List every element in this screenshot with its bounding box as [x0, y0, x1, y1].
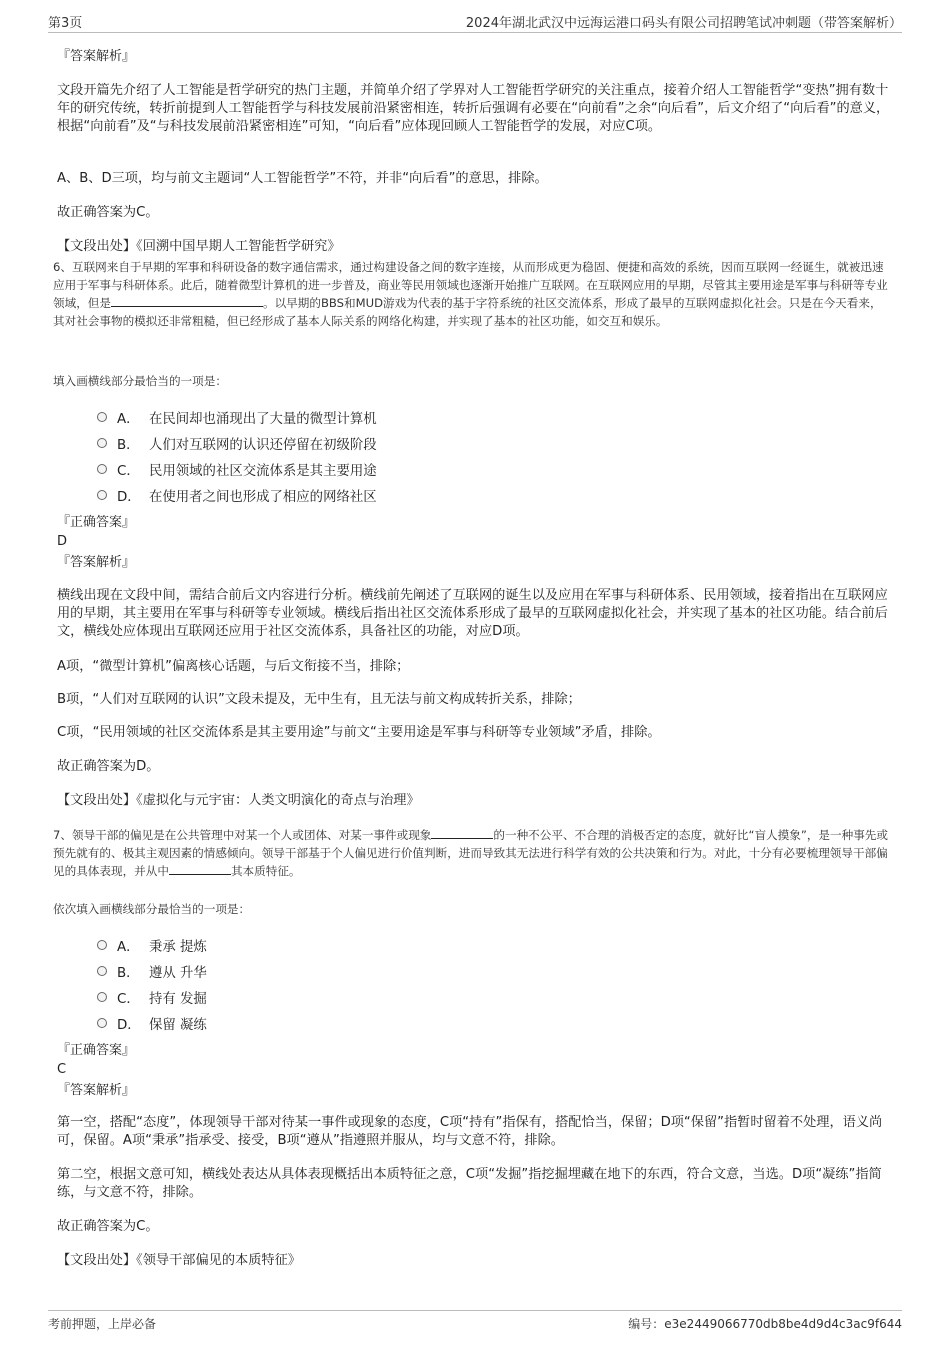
radio-icon[interactable] [97, 490, 107, 500]
radio-icon[interactable] [97, 438, 107, 448]
page-footer [48, 1310, 902, 1333]
q6-stem-part-1: 6、互联网来自于早期的军事和科研设备的数字通信需求，通过构建设备之间的数字连接，从而形成更为稳固、便捷和高效的系统，因而互联网一经诞生，就被迅速应用于军事与科研体系。此后，随着微型计算机的进一步普及，商业等民用领域也逐渐开始推广互联网。在互联网应用的早期，尽管其主要用途是军事与科研等专业领域，但是 [53, 260, 888, 310]
option-letter: C． [117, 991, 140, 1007]
q6-option-b[interactable] [97, 430, 377, 456]
radio-icon[interactable] [97, 940, 107, 950]
radio-icon[interactable] [97, 992, 107, 1002]
q6-stem-part-2: 。以早期的BBS和MUD游戏为代表的基于字符系统的社区交流体系，形成了最早的互联网虚拟化社会。只是在今天看来，其对社会事物的模拟还非常粗糙，但已经形成了基本人际关系的网络化构建，并实现了基本的社区功能，如交互和娱乐。 [53, 296, 882, 328]
q7-stem [53, 826, 891, 881]
q7-analysis-paragraph-3: 故正确答案为C。 [57, 1219, 159, 1234]
q6-source: 【文段出处】《虚拟化与元宇宙：人类文明演化的奇点与治理》 [57, 793, 420, 808]
q6-option-d[interactable] [97, 482, 377, 508]
option-letter: A． [117, 411, 140, 427]
q7-answer: C [57, 1062, 67, 1077]
q7-options [97, 932, 207, 1036]
q6-prompt: 填入画横线部分最恰当的一项是： [53, 374, 227, 388]
q6-option-c[interactable] [97, 456, 377, 482]
q7-blank-2 [169, 862, 231, 875]
q6-analysis-paragraph-2: A项，“微型计算机”偏离核心话题，与后文衔接不当，排除； [57, 659, 410, 674]
option-text: 在使用者之间也形成了相应的网络社区 [149, 489, 377, 505]
q7-source: 【文段出处】《领导干部偏见的本质特征》 [57, 1253, 301, 1268]
option-letter: A． [117, 939, 140, 955]
radio-icon[interactable] [97, 412, 107, 422]
q6-analysis-paragraph-1: 横线出现在文段中间，需结合前后文内容进行分析。横线前先阐述了互联网的诞生以及应用在军事与科研体系、民用领域，接着指出在互联网应用的早期，其主要用在军事与科研等专业领域。横线后指出社区交流体系形成了最早的互联网虚拟化社会，并实现了基本的社区功能。结合前后文，横线处应体现出互联网还应用于社区交流体系，具备社区的功能，对应D项。 [57, 588, 888, 639]
page-number: 第3页 [48, 16, 83, 31]
q6-analysis-paragraph-4: C项，“民用领域的社区交流体系是其主要用途”与前文“主要用途是军事与科研等专业领域”矛盾，排除。 [57, 725, 661, 740]
q6-stem [53, 259, 891, 330]
q7-analysis-paragraph-1: 第一空，搭配“态度”，体现领导干部对待某一事件或现象的态度，C项“持有”指保有，搭配恰当，保留；D项“保留”指暂时留着不处理，语义尚可，保留。A项“秉承”指承受、接受，B项“遵从”指遵照并服从，均与文意不符，排除。 [57, 1115, 883, 1148]
q7-correct-label: 『正确答案』 [57, 1043, 136, 1058]
option-letter: D． [117, 489, 141, 505]
option-letter: D． [117, 1017, 141, 1033]
q5-source: 【文段出处】《回溯中国早期人工智能哲学研究》 [57, 239, 341, 254]
option-text: 保留 凝练 [149, 1017, 207, 1033]
q7-option-d[interactable] [97, 1010, 207, 1036]
q7-stem-part-2: 的一种不公平、不合理的消极否定的态度，就好比“盲人摸象”，是一种事先或预先就有的、极其主观因素的情感倾向。领导干部基于个人偏见进行价值判断，进而导致其无法进行科学有效的公共决策和行为。对此，十分有必要梳理领导干部偏见的具体表现，并从中 [53, 828, 888, 878]
q5-analysis-label: 『答案解析』 [57, 49, 136, 64]
option-letter: B． [117, 965, 140, 981]
q6-analysis-label: 『答案解析』 [57, 555, 136, 570]
q6-analysis-paragraph-3: B项，“人们对互联网的认识”文段未提及，无中生有，且无法与前文构成转折关系，排除； [57, 692, 581, 707]
q6-analysis-paragraph-5: 故正确答案为D。 [57, 759, 160, 774]
q7-option-a[interactable] [97, 932, 207, 958]
q6-correct-label: 『正确答案』 [57, 515, 136, 530]
q5-analysis-paragraph-1: 文段开篇先介绍了人工智能是哲学研究的热门主题，并简单介绍了学界对人工智能哲学研究的关注重点，接着介绍人工智能哲学“变热”拥有数十年的研究传统，转折前提到人工智能哲学与科技发展前沿紧密相连，转折后强调有必要在“向前看”之余“向后看”，后文介绍了“向后看”的意义，根据“向前看”及“与科技发展前沿紧密相连”可知，“向后看”应体现回顾人工智能哲学的发展，对应C项。 [57, 83, 890, 134]
q7-analysis-label: 『答案解析』 [57, 1083, 136, 1098]
q6-option-a[interactable] [97, 404, 377, 430]
document-title: 2024年湖北武汉中远海运港口码头有限公司招聘笔试冲刺题（带答案解析） [465, 16, 902, 31]
option-letter: C． [117, 463, 140, 479]
option-text: 在民间却也涌现出了大量的微型计算机 [149, 411, 377, 427]
q7-stem-part-1: 7、领导干部的偏见是在公共管理中对某一个人或团体、对某一事件或现象 [53, 828, 432, 842]
radio-icon[interactable] [97, 464, 107, 474]
radio-icon[interactable] [97, 966, 107, 976]
q6-options [97, 404, 377, 508]
q7-option-c[interactable] [97, 984, 207, 1010]
q6-answer: D [57, 534, 68, 549]
q7-stem-part-3: 其本质特征。 [230, 864, 301, 878]
footer-slogan: 考前押题，上岸必备 [48, 1317, 157, 1331]
q7-option-b[interactable] [97, 958, 207, 984]
option-text: 人们对互联网的认识还停留在初级阶段 [149, 437, 377, 453]
option-text: 持有 发掘 [149, 991, 207, 1007]
page-header [48, 12, 902, 33]
q5-analysis-paragraph-3: 故正确答案为C。 [57, 205, 159, 220]
q7-prompt: 依次填入画横线部分最恰当的一项是： [53, 902, 251, 916]
q7-blank-1 [431, 826, 493, 839]
q7-analysis-paragraph-2: 第二空，根据文意可知，横线处表达从具体表现概括出本质特征之意，C项“发掘”指挖掘埋藏在地下的东西，符合文意，当选。D项“凝练”指简练，与文意不符，排除。 [57, 1167, 882, 1200]
option-text: 民用领域的社区交流体系是其主要用途 [149, 463, 377, 479]
option-text: 遵从 升华 [149, 965, 207, 981]
q5-analysis-paragraph-2: A、B、D三项，均与前文主题词“人工智能哲学”不符，并非“向后看”的意思，排除。 [57, 171, 548, 186]
radio-icon[interactable] [97, 1018, 107, 1028]
option-text: 秉承 提炼 [149, 939, 207, 955]
q6-blank [111, 294, 263, 307]
option-letter: B． [117, 437, 140, 453]
document-code: 编号：e3e2449066770db8be4d9d4c3ac9f644 [628, 1317, 902, 1331]
